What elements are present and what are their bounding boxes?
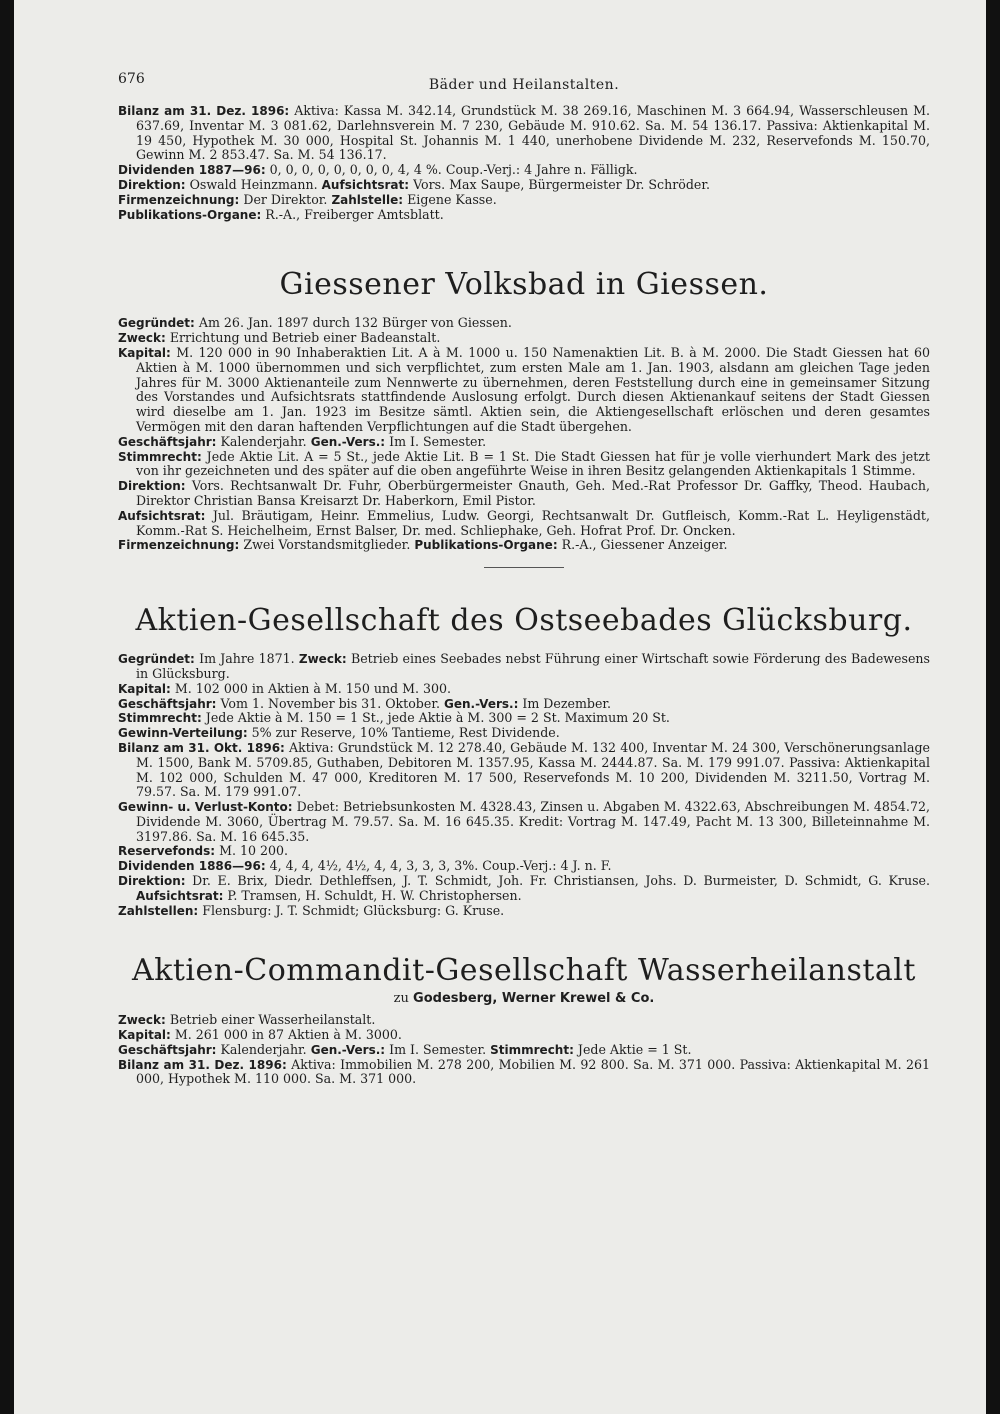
zweck-paragraph: [118, 331, 930, 346]
direktion-paragraph: [118, 479, 930, 509]
text: Aktiva: Grundstück M. 12 278.40, Gebäude M. 132 400, Inventar M. 24 300, Verschönerungsanlage M. 1500, Bank M. 5709.85, Guthaben, Debitoren M. 1357.95, Kassa M. 2444.87. Sa. M. 179 991.07. Passiva: Aktienkapital M. 102 000, Schulden M. 47 000, Kreditoren M. 17 500, Reservefonds M. 10 200, Dividenden M. 3211.50, Vortrag M. 79.57. Sa. M. 179 991.07.: [136, 739, 930, 800]
sub-bold: Godesberg, Werner Krewel & Co.: [413, 991, 655, 1007]
direktion-paragraph: [118, 874, 930, 904]
label: Firmenzeichnung:: [118, 192, 240, 207]
firmenzeichnung-paragraph: [118, 538, 930, 553]
bilanz-paragraph: [118, 741, 930, 800]
text: 5% zur Reserve, 10% Tantieme, Rest Dividende.: [251, 725, 560, 741]
label: Zahlstellen:: [118, 903, 199, 918]
geschaeftsjahr-paragraph: [118, 1043, 930, 1058]
dividenden-paragraph: [118, 859, 930, 874]
text: Aktiva: Immobilien M. 278 200, Mobilien M. 92 800. Sa. M. 371 000. Passiva: Aktienkapital M. 261 000, Hypothek M. 110 000. Sa. M. 371 000.: [136, 1056, 930, 1087]
label: Geschäftsjahr:: [118, 434, 217, 449]
direktion-paragraph: [118, 178, 930, 193]
label: Gen.-Vers.:: [310, 1042, 386, 1057]
label: Publikations-Organe:: [118, 207, 262, 222]
label: Direktion:: [118, 177, 186, 192]
text: Debet: Betriebsunkosten M. 4328.43, Zinsen u. Abgaben M. 4322.63, Abschreibungen M. 4854.72, Dividende M. 3060, Übertrag M. 79.57. Sa. M. 16 645.35. Kredit: Vortrag M. 147.49, Pacht M. 13 300, Billeteinnahme M. 3197.86. Sa. M. 16 645.35.: [136, 799, 930, 844]
label: Firmenzeichnung:: [118, 538, 240, 553]
text: Jede Aktie = 1 St.: [577, 1041, 692, 1057]
label: Bilanz am 31. Okt. 1896:: [118, 740, 285, 755]
section-heading: Aktien-Gesellschaft des Ostseebades Glücksburg.: [135, 603, 913, 639]
gewinnverteilung-paragraph: [118, 726, 930, 741]
section-divider: [484, 567, 564, 568]
label: Geschäftsjahr:: [118, 696, 217, 711]
text: Im Dezember.: [522, 695, 612, 711]
text: Vors. Rechtsanwalt Dr. Fuhr, Oberbürgermeister Gnauth, Geh. Med.-Rat Professor Dr. Gaffky, Theod. Haubach, Direktor Christian Bansa Kreisarzt Dr. Haberkorn, Emil Pistor.: [136, 478, 930, 508]
geschaeftsjahr-paragraph: [118, 435, 930, 450]
label: Stimmrecht:: [118, 711, 202, 726]
label: Aufsichtsrat:: [118, 508, 206, 523]
text: M. 120 000 in 90 Inhaberaktien Lit. A à M. 1000 u. 150 Namenaktien Lit. B. à M. 2000. Die Stadt Giessen hat 60 Aktien à M. 1000 übernommen und sich verpflichtet, zum ersten Male am 1. Jan. 1903, alsdann am gleichen Tage jeden Jahres für M. 3000 Aktienanteile zum Nennwerte zu übernehmen, deren Feststellung durch eine in gemeinsamer Sitzung des Vorstandes und Aufsichtsrats stattfindende Auslosung erfolgt. Durch diesen Aktienankauf seitens der Stadt Giessen wird dieselbe am 1. Jan. 1923 im Besitze sämtl. Aktien sein, die Aktiengesellschaft erlöschen und deren gesamtes Vermögen mit den daran haftenden Verpflichtungen auf die Stadt übergehen.: [136, 344, 930, 434]
text: 0, 0, 0, 0, 0, 0, 0, 0, 4, 4 %. Coup.-Verj.: 4 Jahre n. Fälligk.: [269, 162, 638, 178]
label: Gewinn-Verteilung:: [118, 726, 248, 741]
firmenzeichnung-paragraph: [118, 193, 930, 208]
label: Aufsichtsrat:: [136, 888, 224, 903]
text: Im I. Semester.: [389, 1041, 487, 1057]
gegruendet-paragraph: [118, 652, 930, 682]
text: Im Jahre 1871.: [199, 651, 295, 667]
text: Im I. Semester.: [389, 433, 487, 449]
entry-continued: [118, 104, 930, 222]
label: Publikations-Organe:: [414, 538, 558, 553]
text: Errichtung und Betrieb einer Badeanstalt.: [169, 330, 441, 346]
text: Aktiva: Kassa M. 342.14, Grundstück M. 38 269.16, Maschinen M. 3 664.94, Wasserschleusen M. 637.69, Inventar M. 3 081.62, Darlehnsverein M. 7 230, Gebäude M. 910.62. Sa. M. 54 136.17. Passiva: Aktienkapital M. 19 450, Hypothek M. 30 000, Hospital St. Johannis M. 1 440, unerhobene Dividende M. 232, Reservefonds M. 150.70, Gewinn M. 2 853.47. Sa. M. 54 136.17.: [136, 103, 930, 163]
kapital-paragraph: [118, 346, 930, 435]
bilanz-paragraph: [118, 104, 930, 163]
text: M. 102 000 in Aktien à M. 150 und M. 300.: [174, 680, 452, 696]
label: Direktion:: [118, 874, 186, 889]
text: R.-A., Freiberger Amtsblatt.: [265, 206, 444, 222]
label: Zahlstelle:: [331, 192, 404, 207]
dividenden-paragraph: [118, 163, 930, 178]
label: Bilanz am 31. Dez. 1896:: [118, 104, 290, 118]
page-content: [118, 68, 930, 1087]
label: Kapital:: [118, 681, 171, 696]
label: Gen.-Vers.:: [310, 434, 386, 449]
label: Zweck:: [118, 1013, 166, 1028]
label: Gegründet:: [118, 316, 195, 331]
text: Vom 1. November bis 31. Oktober.: [220, 695, 440, 711]
label: Bilanz am 31. Dez. 1896:: [118, 1057, 287, 1072]
label: Stimmrecht:: [490, 1042, 574, 1057]
entry-giessener-volksbad: [118, 268, 930, 568]
text: 4, 4, 4, 4½, 4½, 4, 4, 3, 3, 3, 3%. Coup.-Verj.: 4 J. n. F.: [269, 858, 612, 874]
text: Vors. Max Saupe, Bürgermeister Dr. Schröder.: [413, 176, 710, 192]
gegruendet-paragraph: [118, 316, 930, 331]
gewinn-verlust-paragraph: [118, 800, 930, 844]
zweck-paragraph: [118, 1013, 930, 1028]
text: Kalenderjahr.: [220, 433, 307, 449]
scan-edge-left: [0, 0, 14, 1414]
label: Zweck:: [118, 331, 166, 346]
text: Zwei Vorstandsmitglieder.: [243, 537, 411, 553]
label: Kapital:: [118, 345, 171, 360]
text: Betrieb eines Seebades nebst Führung einer Wirtschaft sowie Förderung des Badewesens in Glücksburg.: [136, 651, 931, 681]
page-number: 676: [118, 71, 145, 87]
text: Am 26. Jan. 1897 durch 132 Bürger von Giessen.: [198, 315, 512, 331]
stimmrecht-paragraph: [118, 450, 930, 480]
text: Der Direktor.: [243, 191, 328, 207]
label: Gegründet:: [118, 652, 195, 667]
section-heading: Aktien-Commandit-Gesellschaft Wasserheilanstalt: [132, 953, 916, 989]
kapital-paragraph: [118, 1028, 930, 1043]
reservefonds-paragraph: [118, 844, 930, 859]
text: Eigene Kasse.: [407, 191, 497, 207]
label: Aufsichtsrat:: [321, 177, 410, 192]
aufsichtsrat-paragraph: [118, 509, 930, 539]
text: M. 261 000 in 87 Aktien à M. 3000.: [174, 1027, 402, 1043]
text: Flensburg: J. T. Schmidt; Glücksburg: G. Kruse.: [202, 902, 505, 918]
label: Direktion:: [118, 479, 186, 494]
section-heading: Giessener Volksbad in Giessen.: [279, 267, 769, 303]
bilanz-paragraph: [118, 1058, 930, 1088]
running-title: Bäder und Heilanstalten.: [428, 77, 620, 93]
text: Dr. E. Brix, Diedr. Dethleffsen, J. T. Schmidt, Joh. Fr. Christiansen, Johs. D. Burmeister, D. Schmidt, G. Kruse.: [192, 873, 930, 889]
text: Jul. Bräutigam, Heinr. Emmelius, Ludw. Georgi, Rechtsanwalt Dr. Gutfleisch, Komm.-Rat L. Heyligenstädt, Komm.-Rat S. Heichelheim, Ernst Balser, Dr. med. Schliephake, Geh. Hofrat Prof. Dr. Oncken.: [136, 507, 930, 538]
entry-wasserheilanstalt-godesberg: [118, 954, 930, 1087]
label: Kapital:: [118, 1028, 171, 1043]
text: M. 10 200.: [219, 843, 289, 859]
label: Gen.-Vers.:: [443, 696, 519, 711]
text: Betrieb einer Wasserheilanstalt.: [169, 1012, 376, 1028]
running-header: [118, 68, 930, 94]
text: Jede Aktie à M. 150 = 1 St., jede Aktie à M. 300 = 2 St. Maximum 20 St.: [205, 710, 670, 726]
stimmrecht-paragraph: [118, 711, 930, 726]
text: Jede Aktie Lit. A = 5 St., jede Aktie Lit. B = 1 St. Die Stadt Giessen hat für je volle vierhundert Mark des jetzt von ihr gezeichneten und des später auf die oben angeführte Weise in ihren Besitz gelangenden Aktienkapitals 1 Stimme.: [136, 448, 930, 479]
text: R.-A., Giessener Anzeiger.: [561, 537, 728, 553]
label: Dividenden 1887—96:: [118, 163, 266, 178]
text: Kalenderjahr.: [220, 1041, 307, 1057]
label: Zweck:: [298, 652, 347, 667]
label: Stimmrecht:: [118, 449, 202, 464]
publikation-paragraph: [118, 208, 930, 223]
label: Reservefonds:: [118, 844, 216, 859]
label: Geschäftsjahr:: [118, 1042, 217, 1057]
scan-edge-right: [986, 0, 1000, 1414]
text: Oswald Heinzmann.: [189, 176, 318, 192]
label: Gewinn- u. Verlust-Konto:: [118, 800, 293, 815]
section-subheading: [118, 992, 930, 1007]
geschaeftsjahr-paragraph: [118, 697, 930, 712]
zahlstellen-paragraph: [118, 904, 930, 919]
text: P. Tramsen, H. Schuldt, H. W. Christophersen.: [227, 887, 522, 903]
entry-ostseebad-gluecksburg: [118, 604, 930, 918]
label: Dividenden 1886—96:: [118, 859, 266, 874]
kapital-paragraph: [118, 682, 930, 697]
sub-prefix: zu: [393, 991, 409, 1007]
